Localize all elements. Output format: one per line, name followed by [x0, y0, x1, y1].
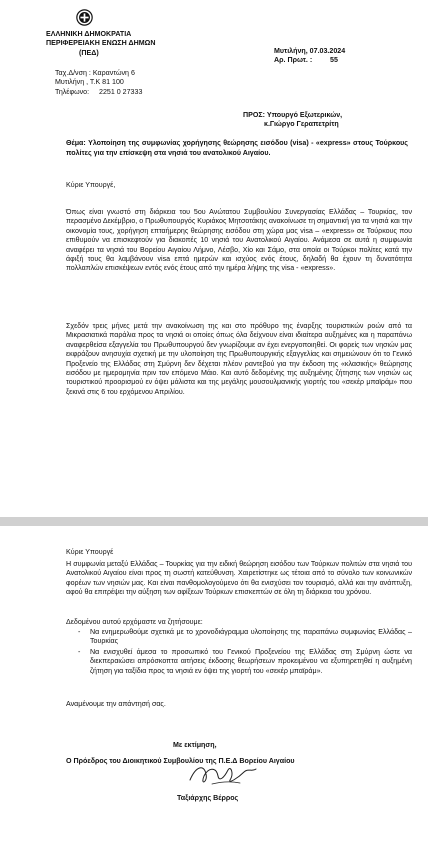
phone-label: Τηλέφωνο: [55, 87, 90, 96]
org-line-1: ΕΛΛΗΝΙΚΗ ΔΗΜΟΚΡΑΤΙΑ [46, 30, 132, 38]
recipient-line-1: ΠΡΟΣ: Υπουργό Εξωτερικών, [243, 111, 343, 119]
recipient-line-2: κ.Γιώργο Γεραπετρίτη [264, 120, 339, 129]
greeting-2: Κύριε Υπουργέ [66, 548, 114, 556]
greek-republic-emblem-icon [76, 9, 93, 26]
protocol-row [274, 56, 345, 65]
address-line-1: Ταχ.Δ/νση : Καραντώνη 6 [55, 69, 135, 77]
body-paragraph-2: Σχεδόν τρεις μήνες μετά την ανακοίνωση της και στο πρόθυρο της έναρξης τουριστικών ροών από τα Μικρασιατικά παράλια προς τα νησιά οι οποίες όπως όλα δείχνουν είναι ιδιαίτερα αυξημένες και η παραπάνω αναφερθείσα εξαγγελία του Πρωθυπουργού δεν γνωρίζουμε αν έχει ενεργοποιηθεί. Οι φορείς των νησιών μας εκφράζουν ανησυχία σχετική με την υλοποίηση της Πρωθυπουργικής εξαγγελίας και σημειώνουν ότι το Γενικό Προξενείο της Ελλάδας στη Σμύρνη δεν δέχεται πλέον ραντεβού για την έκδοση της «κλασικής» θεώρησης εισόδου με ημερομηνία πριν τον επόμενο Μάιο. Και αυτό δεδομένης της αυξημένης ζήτησης των νησιών ως τουριστικού προορισμού εν όψει μάλιστα και της μεγάλης μουσουλμανικής γιορτής του «σεκέρ μπαϊράμ» που ξεκινά στις 6 του ερχόμενου Απριλίου. [66, 322, 412, 396]
recipient-block [243, 111, 342, 130]
greeting-1: Κύριε Υπουργέ, [66, 181, 116, 189]
phone-value: 2251 0 27333 [99, 87, 143, 96]
dash-bullet: - [78, 647, 81, 656]
request-text: Να ενισχυθεί άμεσα το προσωπικό του Γενικού Προξενείου της Ελλάδας στη Σμύρνη ώστε να διεκπεραιώσει απρόσκοπτα αιτήσεις έκδοσης θεωρήσεων προκειμένου να εξυπηρετηθεί η αυξημένη ζήτηση για ταξίδια προς τα νησιά εν όψει της γιορτή του «σεκέρ μπαϊράμ». [90, 647, 412, 675]
issuer-organization [46, 30, 155, 58]
body-paragraph-1: Όπως είναι γνωστό στη διάρκεια του 5ου Ανώτατου Συμβουλίου Συνεργασίας Ελλάδας – Τουρκίας, τον περασμένο Δεκέμβριο, ο Πρωθυπουργός Κυριάκος Μητσοτάκης ανακοίνωσε τη σημαντική για τα νησιά και την οικονομία τους, χορήγηση επταήμερης θεώρησης εισόδου στη χώρα μας visa – «express» σε Τούρκους που επιθυμούν να επισκεφτούν για διακοπές 10 νησιά του Ανατολικού Αιγαίου. Ανάμεσα σε αυτά η συμφωνία αναφέρει τα νησιά του Βορείου Αιγαίου Λήμνο, Λέσβο, Χίο και Σάμο, στα οποία οι Τούρκοι πολίτες κατά την άφιξή τους θα λαμβάνουν visa επτά ημερών και ισχύος ενός έτους, δηλαδή θα έχουν τη δυνατότητα πολλαπλών επισκέψεων εντός ενός έτους από την ημέρα λήψης της visa - «express». [66, 208, 412, 273]
address-line-2: Μυτιλήνη , Τ.Κ 81 100 [55, 78, 124, 87]
request-item [78, 628, 412, 647]
signature-role: Ο Πρόεδρος του Διοικητικού Συμβουλίου της Π.Ε.Δ Βορείου Αιγαίου [66, 757, 295, 765]
handwritten-signature [186, 760, 260, 790]
subject-line: Θέμα: Υλοποίηση της συμφωνίας χορήγησης θεώρησης εισόδου (visa) - «express» στους Τούρκους πολίτες για την επίσκεψη στα νησιά του ανατολικού Αιγαίου. [66, 139, 408, 157]
request-intro: Δεδομένου αυτού ερχόμαστε να ζητήσουμε: [66, 618, 203, 626]
protocol-label: Αρ. Πρωτ. : [274, 56, 313, 65]
request-text: Να ενημερωθούμε σχετικά με το χρονοδιάγραμμα υλοποίησης της παραπάνω συμφωνίας Ελλάδας – Τουρκίας [90, 628, 412, 646]
signature-regards: Με εκτίμηση, [173, 741, 217, 749]
request-item [78, 648, 412, 676]
org-line-3: (ΠΕΔ) [79, 48, 99, 57]
letter-page-2 [0, 526, 428, 851]
issuer-contact [55, 69, 142, 97]
dash-bullet: - [78, 628, 81, 636]
page-separator [0, 517, 428, 526]
closing-line: Αναμένουμε την απάντησή σας. [66, 700, 166, 708]
body-paragraph-3: Η συμφωνία μεταξύ Ελλάδας – Τουρκίας για την ειδική θεώρηση εισόδου των Τούρκων πολιτών στα νησιά του Ανατολικού Αιγαίου είναι προς τη σωστή κατεύθυνση. Χαιρετίστηκε ως τέτοια από το σύνολο των κοινωνικών φορέων των νησιών μας. Και είναι πανθομολογούμενο ότι θα ενισχύσει τον τουρισμό, αλλά και την ανάπτυξη, αφού θα επιτρέψει την αύξηση των αφίξεων Τούρκων επισκεπτών σε όλη τη διάρκεια του χρόνου. [66, 560, 412, 597]
phone-row [55, 88, 142, 97]
date-and-protocol [274, 47, 345, 66]
signatory-name: Ταξιάρχης Βέρρος [177, 794, 239, 802]
protocol-number: 55 [330, 56, 338, 65]
requests-list [78, 628, 412, 677]
org-line-2: ΠΕΡΙΦΕΡΕΙΑΚΗ ΕΝΩΣΗ ΔΗΜΩΝ [46, 39, 156, 48]
place-date: Μυτιλήνη, 07.03.2024 [274, 47, 346, 55]
